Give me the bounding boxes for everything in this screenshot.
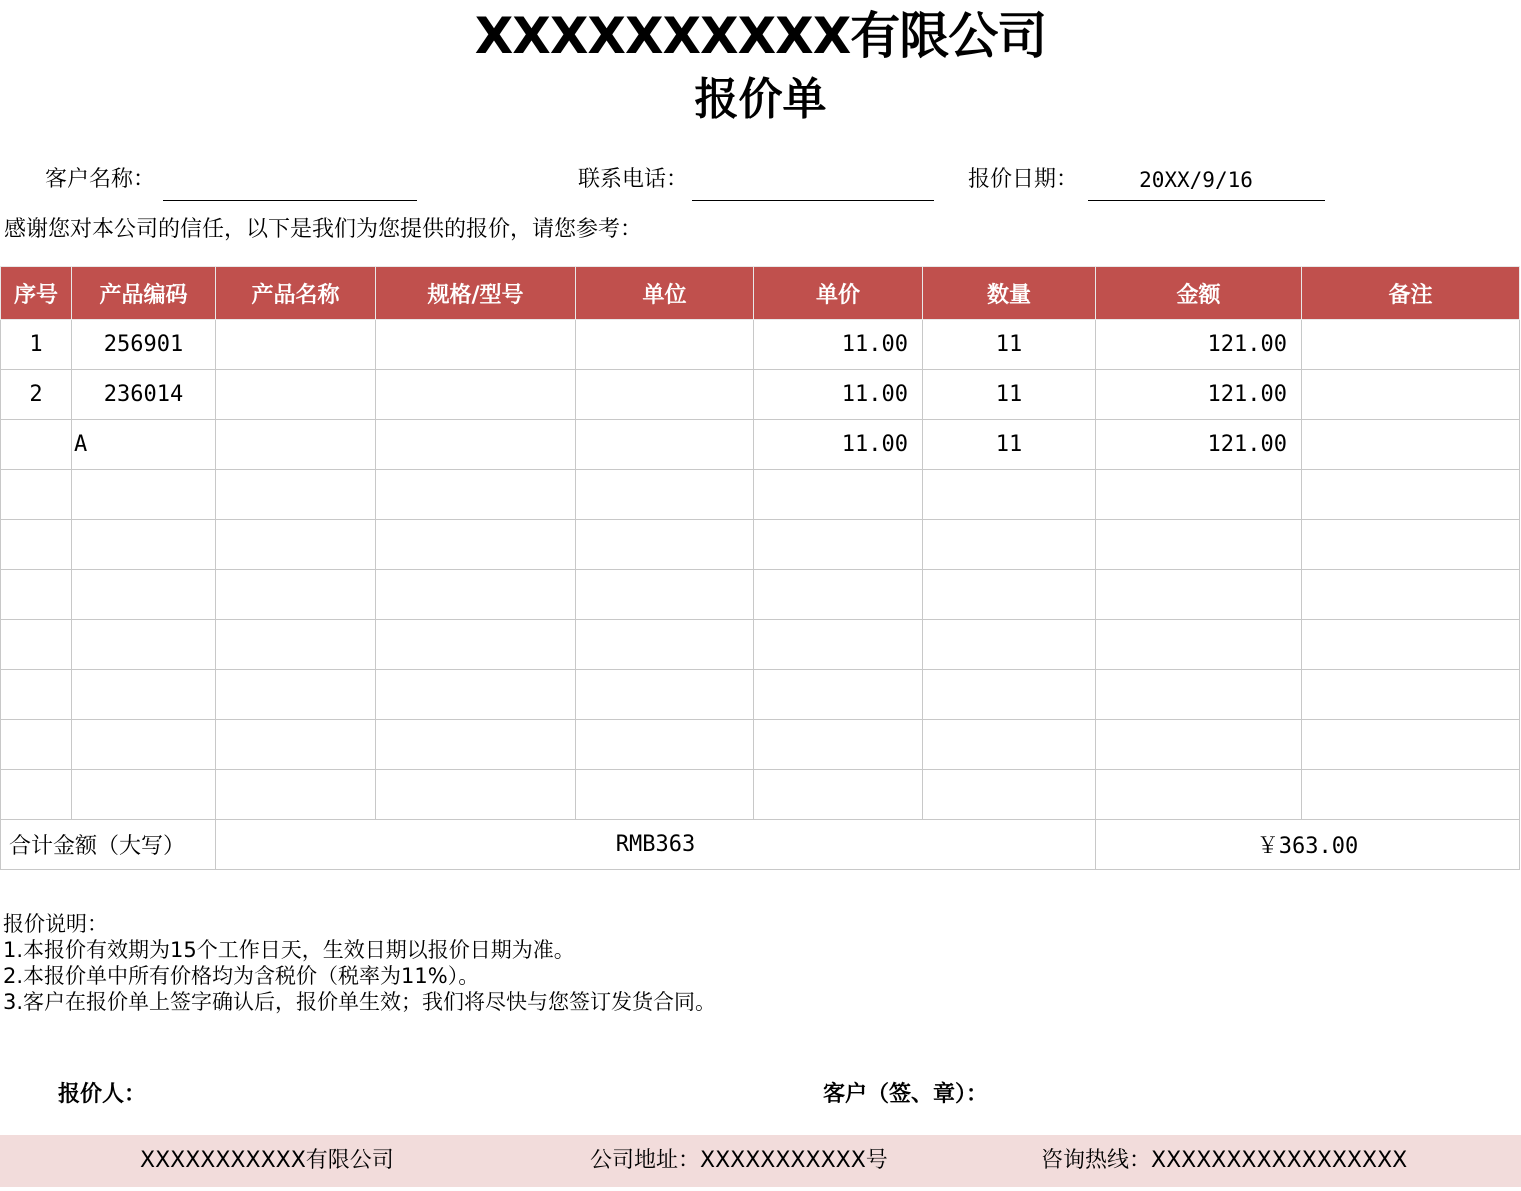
table-cell[interactable]: 11	[923, 370, 1096, 420]
table-cell[interactable]	[1302, 570, 1520, 620]
table-cell[interactable]	[1096, 570, 1302, 620]
table-cell[interactable]	[216, 470, 376, 520]
table-cell[interactable]	[1096, 770, 1302, 820]
table-cell[interactable]	[1, 720, 72, 770]
table-cell[interactable]	[216, 720, 376, 770]
footer-address: 公司地址：XXXXXXXXXXX号	[590, 1148, 888, 1173]
table-cell[interactable]	[576, 520, 754, 570]
intro-text: 感谢您对本公司的信任，以下是我们为您提供的报价，请您参考：	[4, 217, 643, 242]
table-cell[interactable]	[576, 470, 754, 520]
table-cell[interactable]	[1302, 720, 1520, 770]
quote-date-label: 报价日期：	[968, 167, 1079, 192]
table-cell[interactable]	[1302, 620, 1520, 670]
table-cell[interactable]	[376, 720, 576, 770]
phone-field[interactable]	[692, 200, 934, 201]
col-header: 数量	[923, 267, 1096, 320]
table-cell[interactable]	[376, 370, 576, 420]
table-row	[1, 520, 1520, 570]
table-cell[interactable]: 256901	[72, 320, 216, 370]
table-cell[interactable]: 121.00	[1096, 370, 1302, 420]
notes-heading: 报价说明：	[3, 912, 108, 936]
customer-name-label: 客户名称：	[45, 167, 156, 192]
table-row	[1, 670, 1520, 720]
table-cell[interactable]	[576, 770, 754, 820]
table-cell[interactable]	[923, 520, 1096, 570]
table-cell[interactable]	[376, 470, 576, 520]
table-cell[interactable]	[576, 320, 754, 370]
table-cell[interactable]: 2	[1, 370, 72, 420]
table-cell[interactable]	[1302, 370, 1520, 420]
col-header: 序号	[1, 267, 72, 320]
table-row	[1, 420, 1520, 470]
table-row	[1, 320, 1520, 370]
table-cell[interactable]	[376, 520, 576, 570]
note-item: 1.本报价有效期为15个工作日天，生效日期以报价日期为准。	[3, 938, 575, 962]
table-cell[interactable]	[72, 770, 216, 820]
table-cell[interactable]	[376, 620, 576, 670]
table-cell[interactable]	[754, 520, 923, 570]
table-cell[interactable]	[754, 470, 923, 520]
table-cell[interactable]	[216, 770, 376, 820]
total-row	[1, 820, 1520, 870]
table-cell[interactable]	[72, 620, 216, 670]
footer-hotline: 咨询热线：XXXXXXXXXXXXXXXXX	[1041, 1148, 1408, 1173]
table-cell[interactable]	[576, 670, 754, 720]
table-row	[1, 370, 1520, 420]
table-cell[interactable]	[376, 670, 576, 720]
table-cell[interactable]	[576, 370, 754, 420]
table-cell[interactable]	[923, 620, 1096, 670]
table-cell[interactable]: 11	[923, 420, 1096, 470]
table-cell[interactable]	[216, 620, 376, 670]
table-cell[interactable]	[923, 720, 1096, 770]
table-cell[interactable]	[72, 470, 216, 520]
quote-table	[0, 266, 1520, 870]
table-row	[1, 720, 1520, 770]
quote-date-underline	[1088, 200, 1325, 201]
table-cell[interactable]	[1096, 620, 1302, 670]
table-cell[interactable]	[1096, 670, 1302, 720]
table-cell[interactable]	[1, 470, 72, 520]
table-cell[interactable]	[754, 770, 923, 820]
customer-name-field[interactable]	[163, 200, 417, 201]
table-cell[interactable]	[216, 570, 376, 620]
table-cell[interactable]	[923, 670, 1096, 720]
table-cell[interactable]	[72, 670, 216, 720]
table-cell[interactable]	[923, 570, 1096, 620]
table-cell[interactable]	[1302, 670, 1520, 720]
col-header: 产品编码	[72, 267, 216, 320]
table-cell[interactable]	[216, 520, 376, 570]
table-cell[interactable]	[1096, 470, 1302, 520]
table-cell[interactable]	[216, 420, 376, 470]
table-cell[interactable]: 236014	[72, 370, 216, 420]
col-header: 产品名称	[216, 267, 376, 320]
table-cell[interactable]	[72, 720, 216, 770]
table-cell[interactable]	[1, 420, 72, 470]
table-cell[interactable]	[216, 370, 376, 420]
table-cell[interactable]	[1302, 770, 1520, 820]
table-cell[interactable]	[1302, 420, 1520, 470]
table-row	[1, 620, 1520, 670]
total-in-words[interactable]: RMB363	[216, 820, 1096, 870]
total-label: 合计金额（大写）	[1, 820, 216, 870]
document-title: 报价单	[694, 74, 827, 125]
customer-signature-label: 客户（签、章）：	[823, 1082, 989, 1107]
quoter-signature-label: 报价人：	[58, 1082, 147, 1107]
company-title: XXXXXXXXXX有限公司	[474, 7, 1047, 65]
table-cell[interactable]	[1, 520, 72, 570]
table-cell[interactable]	[376, 420, 576, 470]
table-cell[interactable]	[576, 420, 754, 470]
table-cell[interactable]	[216, 320, 376, 370]
table-cell[interactable]: 121.00	[1096, 420, 1302, 470]
col-header: 单位	[576, 267, 754, 320]
table-cell[interactable]	[1096, 720, 1302, 770]
footer-company: XXXXXXXXXXX有限公司	[140, 1148, 394, 1173]
table-cell[interactable]: 11	[923, 320, 1096, 370]
col-header: 单价	[754, 267, 923, 320]
table-cell[interactable]	[754, 670, 923, 720]
table-cell[interactable]	[576, 620, 754, 670]
table-cell[interactable]	[754, 620, 923, 670]
phone-label: 联系电话：	[578, 167, 689, 192]
note-item: 2.本报价单中所有价格均为含税价（税率为11%）。	[3, 964, 480, 988]
col-header: 规格/型号	[376, 267, 576, 320]
table-cell[interactable]	[1, 670, 72, 720]
table-cell[interactable]	[1096, 520, 1302, 570]
quote-notes	[3, 911, 716, 1015]
table-cell[interactable]	[754, 570, 923, 620]
table-cell[interactable]	[376, 770, 576, 820]
table-cell[interactable]	[1302, 470, 1520, 520]
table-cell[interactable]: 11.00	[754, 420, 923, 470]
table-cell[interactable]: 121.00	[1096, 320, 1302, 370]
table-cell[interactable]	[576, 720, 754, 770]
table-row	[1, 570, 1520, 620]
quote-date-field[interactable]: 20XX/9/16	[1139, 168, 1253, 192]
table-cell[interactable]	[754, 720, 923, 770]
table-cell[interactable]	[376, 320, 576, 370]
table-cell[interactable]	[72, 520, 216, 570]
table-cell[interactable]	[923, 770, 1096, 820]
table-cell[interactable]: 11.00	[754, 320, 923, 370]
table-cell[interactable]	[1, 770, 72, 820]
table-cell[interactable]	[72, 570, 216, 620]
table-cell[interactable]	[1302, 520, 1520, 570]
table-row	[1, 470, 1520, 520]
col-header: 金额	[1096, 267, 1302, 320]
note-item: 3.客户在报价单上签字确认后，报价单生效；我们将尽快与您签订发货合同。	[3, 990, 717, 1014]
table-cell[interactable]	[216, 670, 376, 720]
table-cell[interactable]	[923, 470, 1096, 520]
table-cell[interactable]: 11.00	[754, 370, 923, 420]
table-cell[interactable]: 1	[1, 320, 72, 370]
table-cell[interactable]: A	[72, 420, 216, 470]
table-header-row	[1, 267, 1520, 320]
footer-bar	[0, 1135, 1521, 1187]
col-header: 备注	[1302, 267, 1520, 320]
total-amount[interactable]: ￥363.00	[1096, 820, 1520, 870]
table-row	[1, 770, 1520, 820]
table-cell[interactable]	[1, 620, 72, 670]
table-cell[interactable]	[1302, 320, 1520, 370]
table-cell[interactable]	[576, 570, 754, 620]
table-cell[interactable]	[1, 570, 72, 620]
table-cell[interactable]	[376, 570, 576, 620]
